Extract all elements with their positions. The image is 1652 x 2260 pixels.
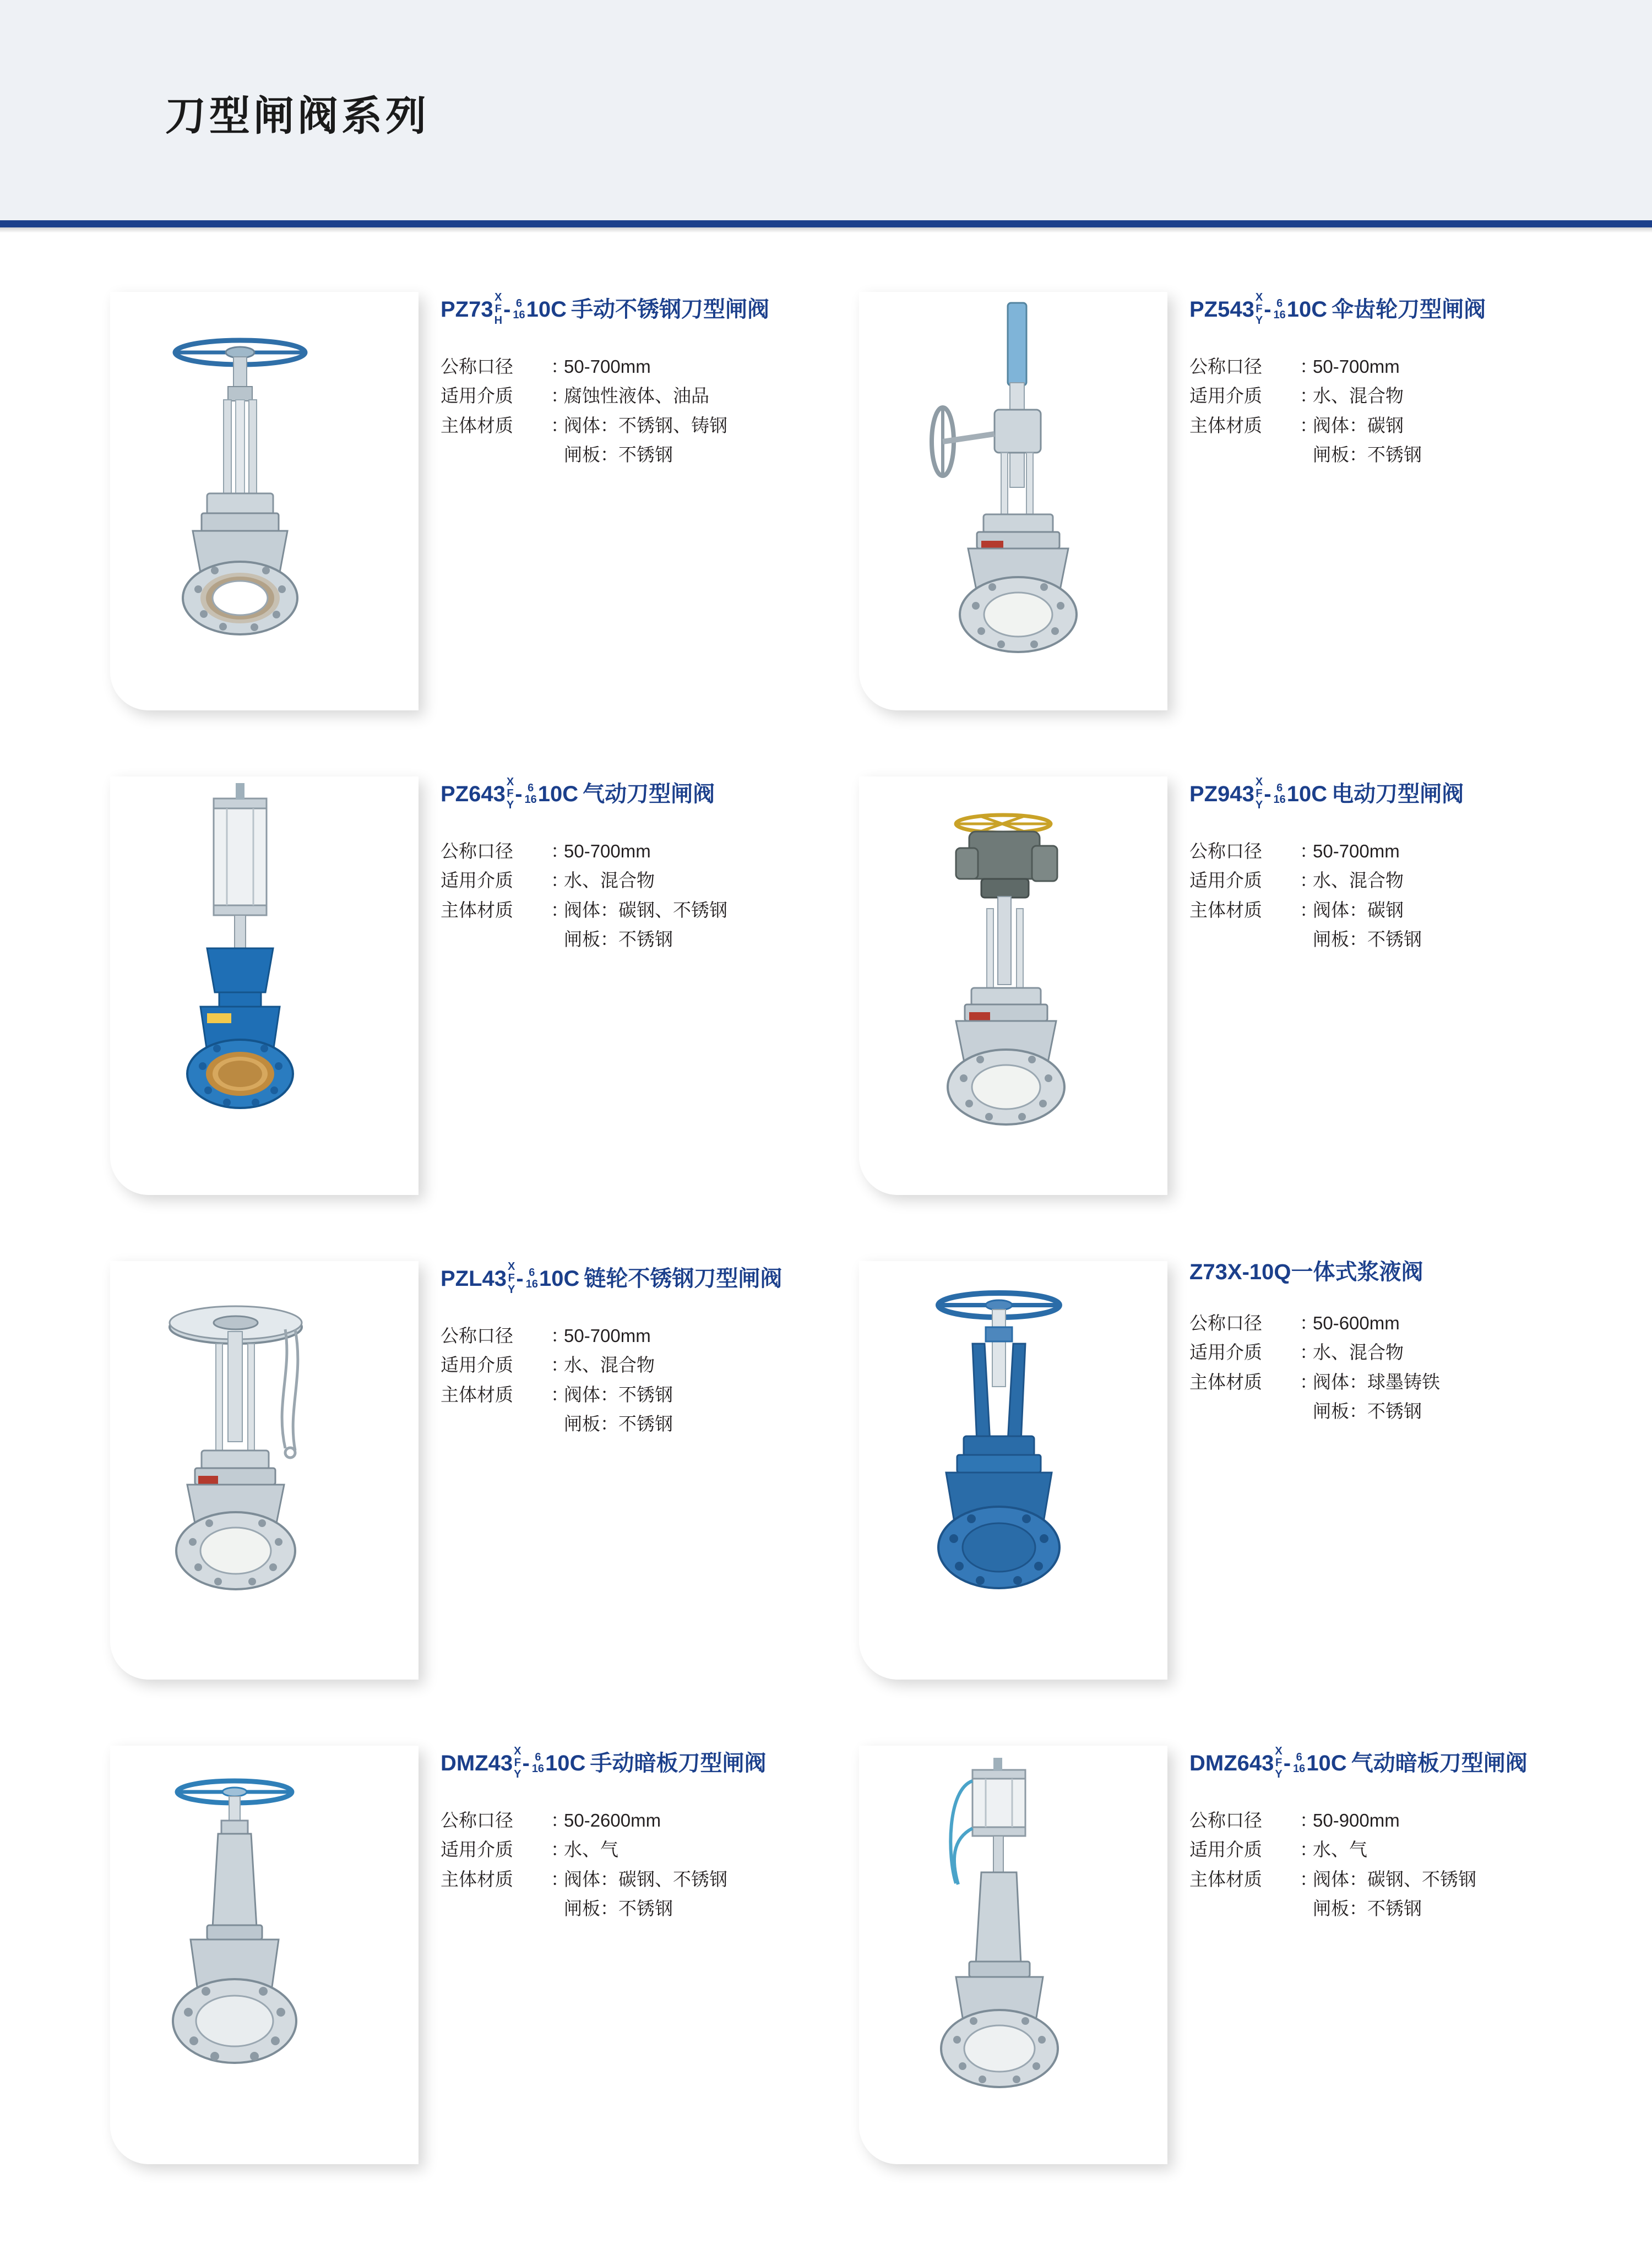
spec-medium-label: 适用介质 (441, 1355, 513, 1376)
spec-material-label: 主体材质 (1189, 415, 1262, 436)
spec-dn-value: 50-700mm (1313, 841, 1400, 861)
electric-knife-gate-valve-image (859, 776, 1167, 1195)
product-title (1189, 292, 1591, 327)
spec-dn-label: 公称口径 (441, 841, 513, 861)
spec-medium-label: 适用介质 (441, 385, 513, 406)
header-rule-shadow (0, 227, 1652, 233)
spec-material: 主体材质 ： 阀体：不锈钢 (441, 1380, 843, 1409)
product-code: PZ73 (441, 297, 493, 322)
product-name: 手动暗板刀型闸阀 (590, 1751, 767, 1775)
product-title (441, 1261, 843, 1296)
product-row (0, 259, 1652, 743)
product-title (1189, 1261, 1591, 1283)
product-pressure: 10 (1286, 781, 1312, 806)
spec-material: 主体材质 ： 阀体：不锈钢、铸钢 (441, 411, 843, 440)
product-code-modifier: X F H (494, 291, 503, 327)
product-photo (110, 1261, 419, 1680)
spec-dn-value: 50-600mm (1313, 1313, 1400, 1333)
product-card[interactable] (859, 1746, 1591, 2164)
spec-dn: 公称口径 ： 50-2600mm (441, 1806, 843, 1835)
product-pressure-fraction: 6 16 (513, 297, 525, 321)
spec-dn-value: 50-700mm (564, 1325, 651, 1346)
product-info (441, 776, 843, 1195)
spec-material-plate: 闸板：不锈钢 (564, 444, 673, 465)
product-title (441, 1746, 843, 1780)
spec-dn: 公称口径 ： 50-700mm (1189, 352, 1591, 381)
spec-medium: 适用介质 ： 水、气 (441, 1835, 843, 1864)
spec-medium-value: 水、混合物 (564, 1355, 655, 1376)
spec-material-body: 阀体：碳钢 (1313, 899, 1404, 920)
spec-material-label: 主体材质 (1189, 899, 1262, 920)
product-suffix: C (1330, 1751, 1347, 1775)
product-card[interactable] (859, 1261, 1591, 1680)
spec-medium-label: 适用介质 (1189, 1839, 1262, 1860)
spec-material-plate: 闸板：不锈钢 (564, 929, 673, 950)
spec-medium: 适用介质 ： 腐蚀性液体、油品 (441, 381, 843, 410)
spec-dn: 公称口径 ： 50-600mm (1189, 1308, 1591, 1338)
product-name: 气动刀型闸阀 (583, 781, 715, 806)
product-pressure-fraction: 6 16 (531, 1751, 545, 1775)
spec-medium: 适用介质 ： 水、气 (1189, 1835, 1591, 1864)
spec-medium: 适用介质 ： 水、混合物 (441, 866, 843, 895)
product-row (0, 1228, 1652, 1713)
spec-medium-value: 水、气 (1313, 1839, 1367, 1860)
product-photo (859, 292, 1167, 710)
spec-dn: 公称口径 ： 50-700mm (441, 836, 843, 866)
product-pressure: 10 (537, 781, 563, 806)
spec-dn-value: 50-700mm (564, 356, 651, 377)
spec-material-label: 主体材质 (441, 899, 513, 920)
product-code: PZ543 (1189, 297, 1254, 322)
product-code: PZ643 (441, 781, 506, 806)
product-card[interactable] (110, 1261, 843, 1680)
product-card[interactable] (110, 776, 843, 1195)
product-specs (441, 1806, 843, 1924)
product-pressure-fraction: 6 16 (524, 781, 537, 806)
product-name: 伞齿轮刀型闸阀 (1332, 297, 1486, 322)
product-code-separator: - (1264, 781, 1271, 806)
product-pressure: 10 (1286, 297, 1312, 322)
product-specs (1189, 352, 1591, 470)
spec-material-label: 主体材质 (1189, 1371, 1262, 1392)
product-photo (859, 1261, 1167, 1680)
spec-material-label: 主体材质 (441, 1868, 513, 1889)
product-info (441, 1746, 843, 2164)
spec-dn-label: 公称口径 (1189, 356, 1262, 377)
product-name: 电动刀型闸阀 (1332, 781, 1464, 806)
product-info (441, 292, 843, 710)
product-code: PZL43 (441, 1266, 507, 1291)
product-pressure: 10 (545, 1751, 570, 1775)
spec-dn: 公称口径 ： 50-700mm (441, 1321, 843, 1350)
spec-material-body: 阀体：球墨铸铁 (1313, 1371, 1440, 1392)
spec-material-body: 阀体：不锈钢、铸钢 (564, 415, 727, 436)
spec-dn-label: 公称口径 (1189, 1810, 1262, 1830)
pneumatic-knife-gate-valve-image (110, 776, 419, 1195)
product-code-modifier: X F Y (514, 1745, 521, 1780)
spec-medium-value: 水、混合物 (564, 870, 655, 891)
product-specs (441, 836, 843, 954)
product-code-separator: - (516, 1266, 524, 1291)
spec-medium: 适用介质 ： 水、混合物 (1189, 381, 1591, 410)
product-code-separator: - (1283, 1751, 1291, 1775)
product-card[interactable] (110, 1746, 843, 2164)
spec-material-body: 阀体：碳钢、不锈钢 (564, 899, 727, 920)
spec-medium: 适用介质 ： 水、混合物 (1189, 1338, 1591, 1367)
spec-material-plate: 闸板：不锈钢 (1313, 1401, 1422, 1422)
spec-dn-label: 公称口径 (1189, 841, 1262, 861)
spec-material-body: 阀体：碳钢 (1313, 415, 1404, 436)
page-title: 刀型闸阀系列 (165, 93, 430, 139)
spec-material-label: 主体材质 (1189, 1868, 1262, 1889)
spec-material-plate: 闸板：不锈钢 (564, 1414, 673, 1435)
spec-medium-value: 水、混合物 (1313, 1342, 1404, 1363)
spec-material: 主体材质 ： 阀体：碳钢、不锈钢 (1189, 1865, 1591, 1894)
page-header (0, 0, 1652, 220)
product-code: DMZ43 (441, 1751, 513, 1775)
product-photo (110, 1746, 419, 2164)
product-card[interactable] (110, 292, 843, 710)
spec-medium: 适用介质 ： 水、混合物 (1189, 866, 1591, 895)
product-suffix: C (563, 1266, 580, 1291)
spec-material-plate: 闸板：不锈钢 (1313, 1898, 1422, 1919)
product-photo (859, 776, 1167, 1195)
product-info (1189, 292, 1591, 710)
product-photo (859, 1746, 1167, 2164)
spec-material-body: 阀体：碳钢、不锈钢 (1313, 1868, 1476, 1889)
product-row (0, 1713, 1652, 2197)
product-pressure-fraction: 6 16 (525, 1266, 538, 1290)
manual-concealed-plate-knife-gate-valve-image (110, 1746, 419, 2164)
spec-medium: 适用介质 ： 水、混合物 (441, 1350, 843, 1379)
spec-dn: 公称口径 ： 50-900mm (1189, 1806, 1591, 1835)
product-row (0, 743, 1652, 1228)
chainwheel-stainless-knife-gate-valve-image (110, 1261, 419, 1680)
product-code-separator: - (515, 781, 523, 806)
product-code-modifier: X F Y (1255, 776, 1263, 811)
product-info (441, 1261, 843, 1680)
spec-dn: 公称口径 ： 50-700mm (441, 352, 843, 381)
spec-dn-value: 50-700mm (564, 841, 651, 861)
product-info (1189, 776, 1591, 1195)
product-grid (0, 259, 1652, 2197)
spec-dn-label: 公称口径 (1189, 1313, 1262, 1333)
product-suffix: C (1311, 781, 1328, 806)
product-suffix: C (551, 297, 567, 322)
product-name: 一体式浆液阀 (1291, 1260, 1423, 1284)
product-title (1189, 1746, 1591, 1780)
spec-material: 主体材质 ： 阀体：碳钢 (1189, 895, 1591, 925)
spec-material-label: 主体材质 (441, 415, 513, 436)
spec-medium-label: 适用介质 (1189, 870, 1262, 891)
product-pressure-fraction: 6 16 (1273, 297, 1286, 321)
product-suffix: C (569, 1751, 586, 1775)
spec-material-plate: 闸板：不锈钢 (1313, 444, 1422, 465)
product-pressure: 10 (539, 1266, 564, 1291)
spec-medium-label: 适用介质 (441, 870, 513, 891)
pneumatic-concealed-plate-knife-gate-valve-image (859, 1746, 1167, 2164)
spec-medium-label: 适用介质 (1189, 1342, 1262, 1363)
bevel-gear-knife-gate-valve-image (859, 292, 1167, 710)
product-pressure-fraction: 6 16 (1293, 1751, 1306, 1775)
product-pressure: 10 (526, 297, 551, 322)
product-code: PZ943 (1189, 781, 1254, 806)
spec-material-body: 阀体：不锈钢 (564, 1384, 673, 1405)
product-code-separator: - (503, 297, 511, 322)
product-title (1189, 776, 1591, 811)
product-code-modifier: X F Y (508, 1261, 515, 1296)
product-code-modifier: X F Y (506, 776, 514, 811)
spec-dn-label: 公称口径 (441, 1810, 513, 1830)
product-suffix: C (562, 781, 579, 806)
product-specs (1189, 836, 1591, 954)
product-info (1189, 1261, 1591, 1680)
spec-material: 主体材质 ： 阀体：碳钢、不锈钢 (441, 895, 843, 925)
product-photo (110, 292, 419, 710)
header-rule (0, 220, 1652, 227)
product-code-modifier: X F Y (1255, 291, 1263, 327)
spec-medium-value: 水、气 (564, 1839, 618, 1860)
spec-medium-label: 适用介质 (1189, 385, 1262, 406)
product-info (1189, 1746, 1591, 2164)
integrated-slurry-valve-image (859, 1261, 1167, 1680)
product-name: 链轮不锈钢刀型闸阀 (584, 1266, 782, 1291)
product-name: 手动不锈钢刀型闸阀 (571, 297, 770, 322)
spec-dn-label: 公称口径 (441, 356, 513, 377)
product-specs (441, 1321, 843, 1439)
spec-dn: 公称口径 ： 50-700mm (1189, 836, 1591, 866)
product-card[interactable] (859, 292, 1591, 710)
product-specs (441, 352, 843, 470)
spec-material: 主体材质 ： 阀体：碳钢、不锈钢 (441, 1865, 843, 1894)
product-code-modifier: X F Y (1275, 1745, 1283, 1780)
spec-dn-value: 50-2600mm (564, 1810, 661, 1830)
product-code-separator: - (1264, 297, 1271, 322)
product-title (441, 776, 843, 811)
spec-material: 主体材质 ： 阀体：碳钢 (1189, 411, 1591, 440)
spec-medium-label: 适用介质 (441, 1839, 513, 1860)
spec-medium-value: 水、混合物 (1313, 385, 1404, 406)
spec-dn-value: 50-900mm (1313, 1810, 1400, 1830)
product-specs (1189, 1308, 1591, 1426)
spec-material: 主体材质 ： 阀体：球墨铸铁 (1189, 1367, 1591, 1397)
product-photo (110, 776, 419, 1195)
spec-dn-value: 50-700mm (1313, 356, 1400, 377)
product-code: DMZ643 (1189, 1751, 1274, 1775)
spec-material-label: 主体材质 (441, 1384, 513, 1405)
spec-material-body: 阀体：碳钢、不锈钢 (564, 1868, 727, 1889)
product-code: Z73X-10Q (1189, 1260, 1291, 1284)
product-pressure: 10 (1306, 1751, 1331, 1775)
product-specs (1189, 1806, 1591, 1924)
spec-material-plate: 闸板：不锈钢 (1313, 929, 1422, 950)
spec-medium-value: 水、混合物 (1313, 870, 1404, 891)
product-name: 气动暗板刀型闸阀 (1351, 1751, 1528, 1775)
product-code-separator: - (522, 1751, 530, 1775)
product-card[interactable] (859, 776, 1591, 1195)
spec-dn-label: 公称口径 (441, 1325, 513, 1346)
product-pressure-fraction: 6 16 (1273, 781, 1286, 806)
product-title (441, 292, 843, 327)
manual-stainless-knife-gate-valve-image (110, 292, 419, 710)
spec-material-plate: 闸板：不锈钢 (564, 1898, 673, 1919)
product-suffix: C (1311, 297, 1328, 322)
spec-medium-value: 腐蚀性液体、油品 (564, 385, 709, 406)
